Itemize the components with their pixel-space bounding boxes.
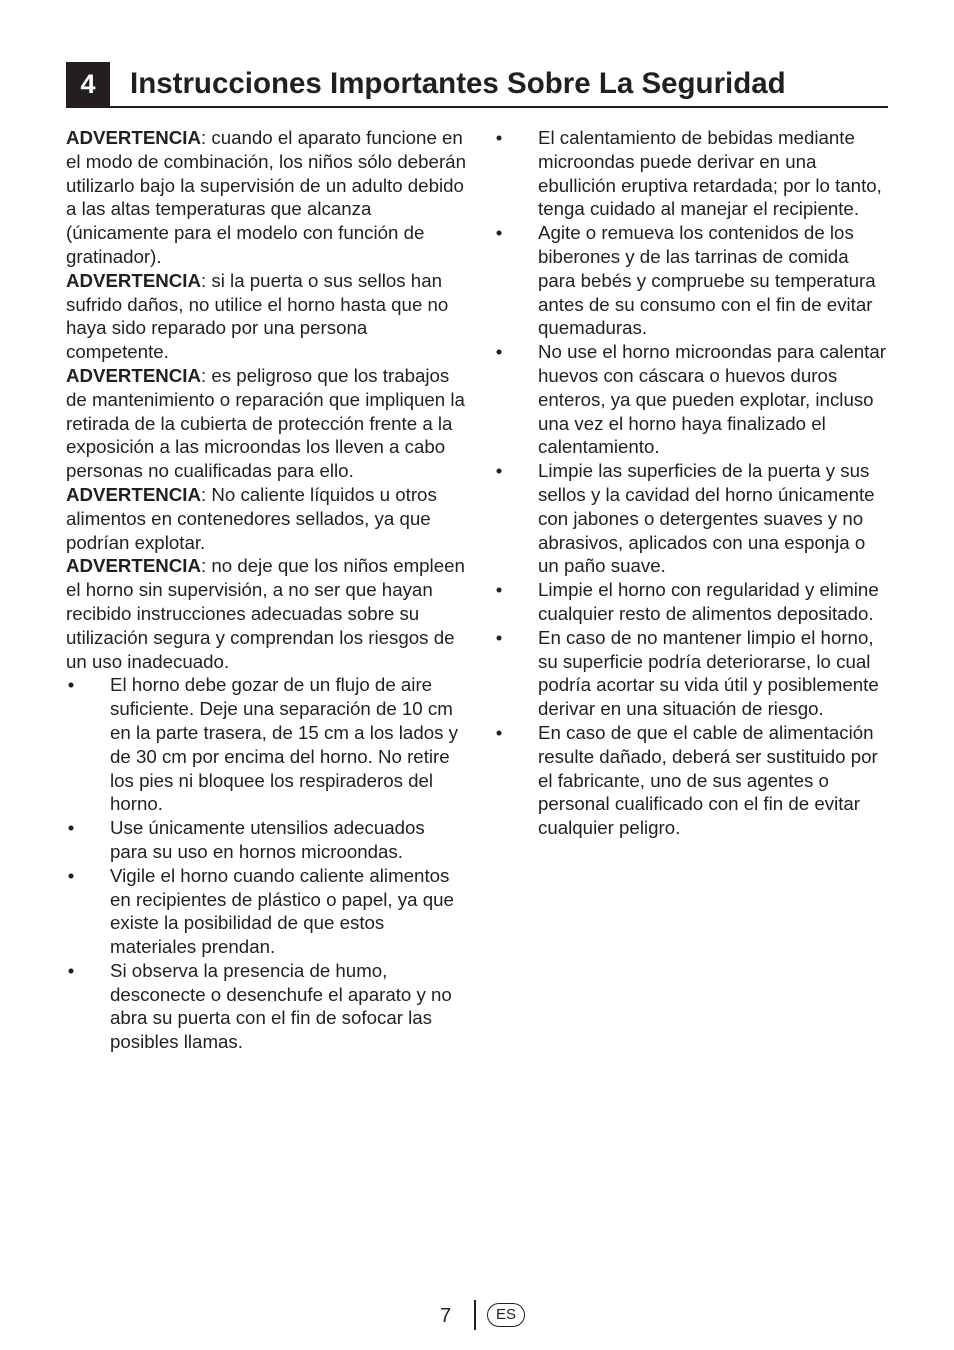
list-item-text: Vigile el horno cuando caliente alimentos en recipientes de plástico o papel, ya que existe la posibilidad de que estos materiales prendan. bbox=[110, 864, 454, 958]
list-item bbox=[494, 578, 890, 626]
warning-text: : es peligroso que los trabajos de mantenimiento o reparación que impliquen la retirada de la cubierta de protección frente a la exposición a las microondas los lleven a cabo personas no cualificadas para ello. bbox=[66, 364, 465, 482]
right-bullet-list bbox=[494, 126, 890, 840]
warning-text: : si la puerta o sus sellos han sufrido daños, no utilice el horno hasta que no haya sido reparado por una persona competente. bbox=[66, 269, 449, 363]
warning-label: ADVERTENCIA bbox=[66, 483, 201, 505]
page-number: 7 bbox=[440, 1305, 452, 1327]
bullet-icon: • bbox=[495, 721, 503, 743]
warning-label: ADVERTENCIA bbox=[66, 269, 201, 291]
list-item bbox=[494, 340, 890, 459]
list-item bbox=[494, 126, 890, 221]
list-item bbox=[494, 721, 890, 840]
list-item-text: No use el horno microondas para calentar huevos con cáscara o huevos duros enteros, ya que pueden explotar, incluso una vez el horno haya finalizado el calentamiento. bbox=[538, 341, 886, 458]
list-item-text: El horno debe gozar de un flujo de aire suficiente. Deje una separación de 10 cm en la parte trasera, de 15 cm a los lados y de 30 cm por encima del horno. No retire los pies ni bloquee los respiraderos del horno. bbox=[110, 674, 458, 815]
list-item bbox=[66, 864, 466, 959]
warning-paragraph bbox=[66, 483, 466, 554]
footer-divider bbox=[474, 1300, 476, 1330]
page-footer bbox=[0, 1300, 954, 1332]
warning-label: ADVERTENCIA bbox=[66, 364, 201, 386]
warning-paragraph bbox=[66, 126, 466, 269]
bullet-icon: • bbox=[67, 674, 75, 696]
list-item bbox=[66, 816, 466, 864]
bullet-icon: • bbox=[67, 959, 75, 981]
list-item-text: En caso de no mantener limpio el horno, su superficie podría deteriorarse, lo cual podría acortar su vida útil y posiblemente derivar en una situación de riesgo. bbox=[538, 626, 879, 720]
left-column bbox=[66, 126, 466, 1054]
list-item-text: El calentamiento de bebidas mediante microondas puede derivar en una ebullición eruptiva retardada; por lo tanto, tenga cuidado al manejar el recipiente. bbox=[538, 127, 882, 220]
section-header bbox=[66, 62, 888, 108]
bullet-icon: • bbox=[495, 626, 503, 648]
bullet-icon: • bbox=[67, 817, 75, 839]
bullet-icon: • bbox=[67, 864, 75, 886]
list-item-text: Si observa la presencia de humo, desconecte o desenchufe el aparato y no abra su puerta con el fin de sofocar las posibles llamas. bbox=[110, 959, 452, 1053]
warning-label: ADVERTENCIA bbox=[66, 555, 201, 577]
list-item-text: Limpie las superficies de la puerta y sus sellos y la cavidad del horno únicamente con jabones o detergentes suaves y no abrasivos, aplicados con una esponja o un paño suave. bbox=[538, 460, 875, 577]
list-item bbox=[494, 221, 890, 340]
warning-paragraph bbox=[66, 269, 466, 364]
list-item bbox=[494, 626, 890, 721]
list-item-text: Use únicamente utensilios adecuados para su uso en hornos microondas. bbox=[110, 817, 425, 862]
list-item bbox=[66, 959, 466, 1054]
warning-label: ADVERTENCIA bbox=[66, 127, 201, 148]
right-column bbox=[494, 126, 890, 840]
bullet-icon: • bbox=[495, 341, 503, 363]
warning-text: : No caliente líquidos u otros alimentos en contenedores sellados, ya que podrían explotar. bbox=[66, 483, 437, 553]
list-item bbox=[494, 459, 890, 578]
warning-text: : cuando el aparato funcione en el modo de combinación, los niños sólo deberán utilizarlo bajo la supervisión de un adulto debido a las altas temperaturas que alcanza (únicamente para el modelo con función de gratinador). bbox=[66, 127, 466, 267]
list-item-text: Limpie el horno con regularidad y elimine cualquier resto de alimentos depositado. bbox=[538, 579, 879, 624]
warning-text: : no deje que los niños empleen el horno sin supervisión, a no ser que hayan recibido instrucciones adecuadas sobre su utilización segura y comprendan los riesgos de un uso inadecuado. bbox=[66, 555, 465, 672]
warning-paragraph bbox=[66, 364, 466, 483]
bullet-icon: • bbox=[495, 222, 503, 244]
language-badge: ES bbox=[487, 1303, 525, 1327]
list-item-text: En caso de que el cable de alimentación resulte dañado, deberá ser sustituido por el fabricante, uno de sus agentes o personal cualificado con el fin de evitar cualquier peligro. bbox=[538, 721, 878, 839]
warning-paragraph bbox=[66, 554, 466, 673]
list-item-text: Agite o remueva los contenidos de los biberones y de las tarrinas de comida para bebés y compruebe su temperatura antes de su consumo con el fin de evitar quemaduras. bbox=[538, 222, 876, 339]
left-bullet-list bbox=[66, 673, 466, 1054]
list-item bbox=[66, 673, 466, 816]
bullet-icon: • bbox=[495, 127, 503, 148]
section-number-badge: 4 bbox=[66, 62, 110, 106]
bullet-icon: • bbox=[495, 460, 503, 482]
page-title: Instrucciones Importantes Sobre La Seguridad bbox=[130, 67, 786, 100]
bullet-icon: • bbox=[495, 579, 503, 601]
